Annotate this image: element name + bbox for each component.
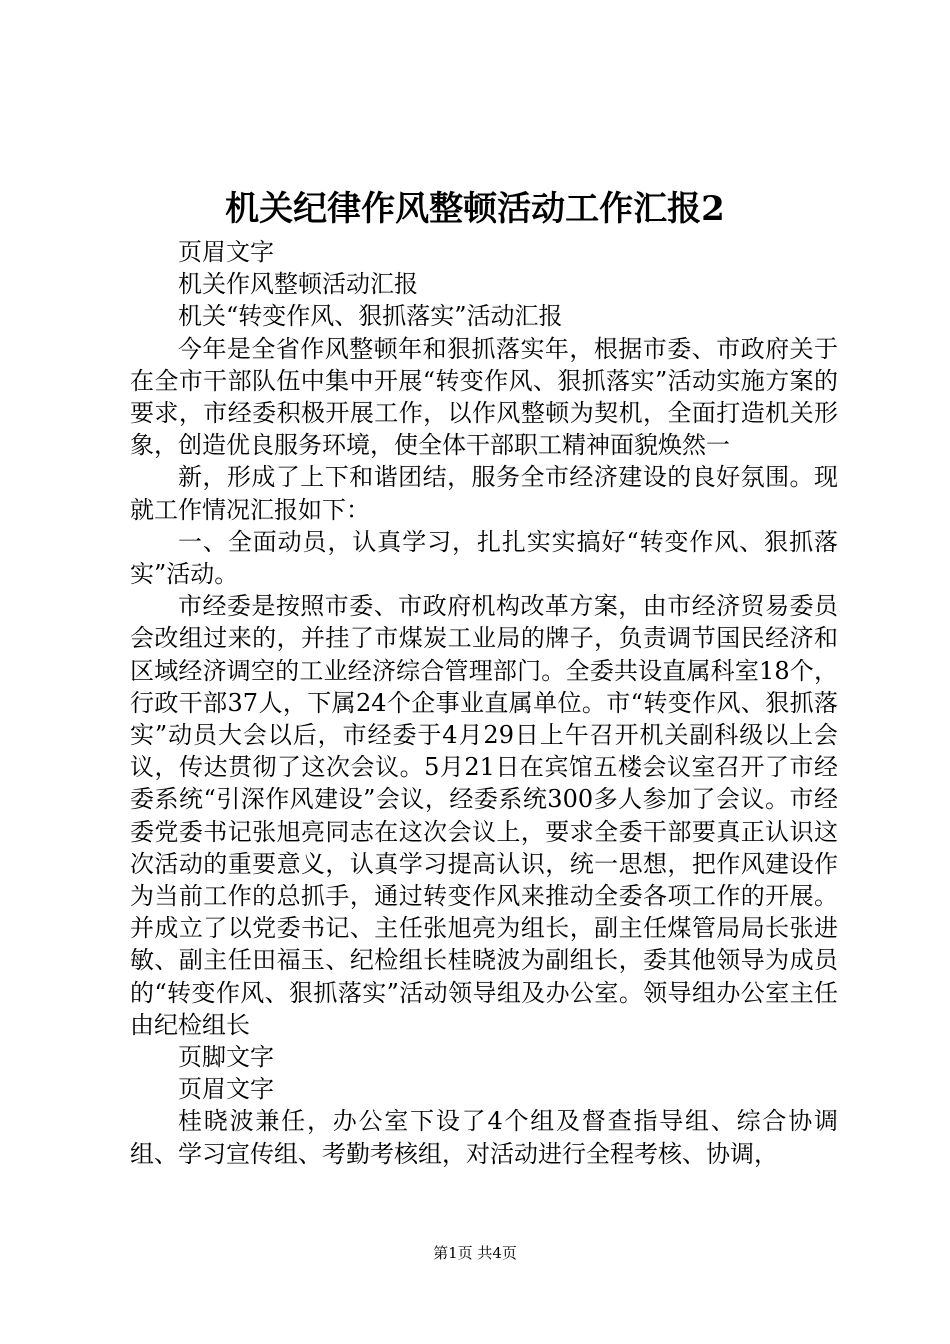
page-number-footer: 第1页 共4页 (433, 1244, 517, 1262)
body-paragraph: 新，形成了上下和谐团结，服务全市经济建设的良好氛围。现就工作情况汇报如下： (130, 463, 838, 524)
subtitle-line: 机关作风整顿活动汇报 (178, 270, 418, 299)
body-paragraph: 今年是全省作风整顿年和狠抓落实年，根据市委、市政府关于在全市干部队伍中集中开展“转变作风、狠抓落实”活动实施方案的要求，市经委积极开展工作，以作风整顿为契机，全面打造机关形象，创造优良服务环境，使全体干部职工精神面貌焕然一 (130, 334, 838, 460)
body-paragraph: 桂晓波兼任，办公室下设了4个组及督查指导组、综合协调组、学习宣传组、考勤考核组，对活动进行全程考核、协调， (130, 1107, 838, 1168)
document-body (130, 236, 838, 1170)
header-text: 页眉文字 (178, 238, 274, 266)
document-title: 机关纪律作风整顿活动工作汇报2 (225, 189, 725, 229)
footer-text: 页脚文字 (178, 1043, 274, 1072)
section-heading: 一、全面动员，认真学习，扎扎实实搞好“转变作风、狠抓落实”活动。 (130, 527, 838, 589)
subtitle-line: 机关“转变作风、狠抓落实”活动汇报 (178, 302, 563, 331)
body-paragraph: 市经委是按照市委、市政府机构改革方案，由市经济贸易委员会改组过来的，并挂了市煤炭工业局的牌子，负责调节国民经济和区域经济调空的工业经济综合管理部门。全委共设直属科室18个，行政干部37人，下属24个企事业直属单位。市“转变作风、狠抓落实”动员大会以后，市经委于4月29日上午召开机关副科级以上会议，传达贯彻了这次会议。5月21日在宾馆五楼会议室召开了市经委系统“引深作风建设”会议，经委系统300多人参加了会议。市经委党委书记张旭亮同志在这次会议上，要求全委干部要真正认识这次活动的重要意义，认真学习提高认识，统一思想，把作风建设作为当前工作的总抓手，通过转变作风来推动全委各项工作的开展。并成立了以党委书记、主任张旭亮为组长，副主任煤管局局长张进敏、副主任田福玉、纪检组长桂晓波为副组长，委其他领导为成员的“转变作风、狠抓落实”活动领导组及办公室。领导组办公室主任由纪检组长 (130, 592, 838, 1039)
header-text: 页眉文字 (178, 1075, 274, 1104)
